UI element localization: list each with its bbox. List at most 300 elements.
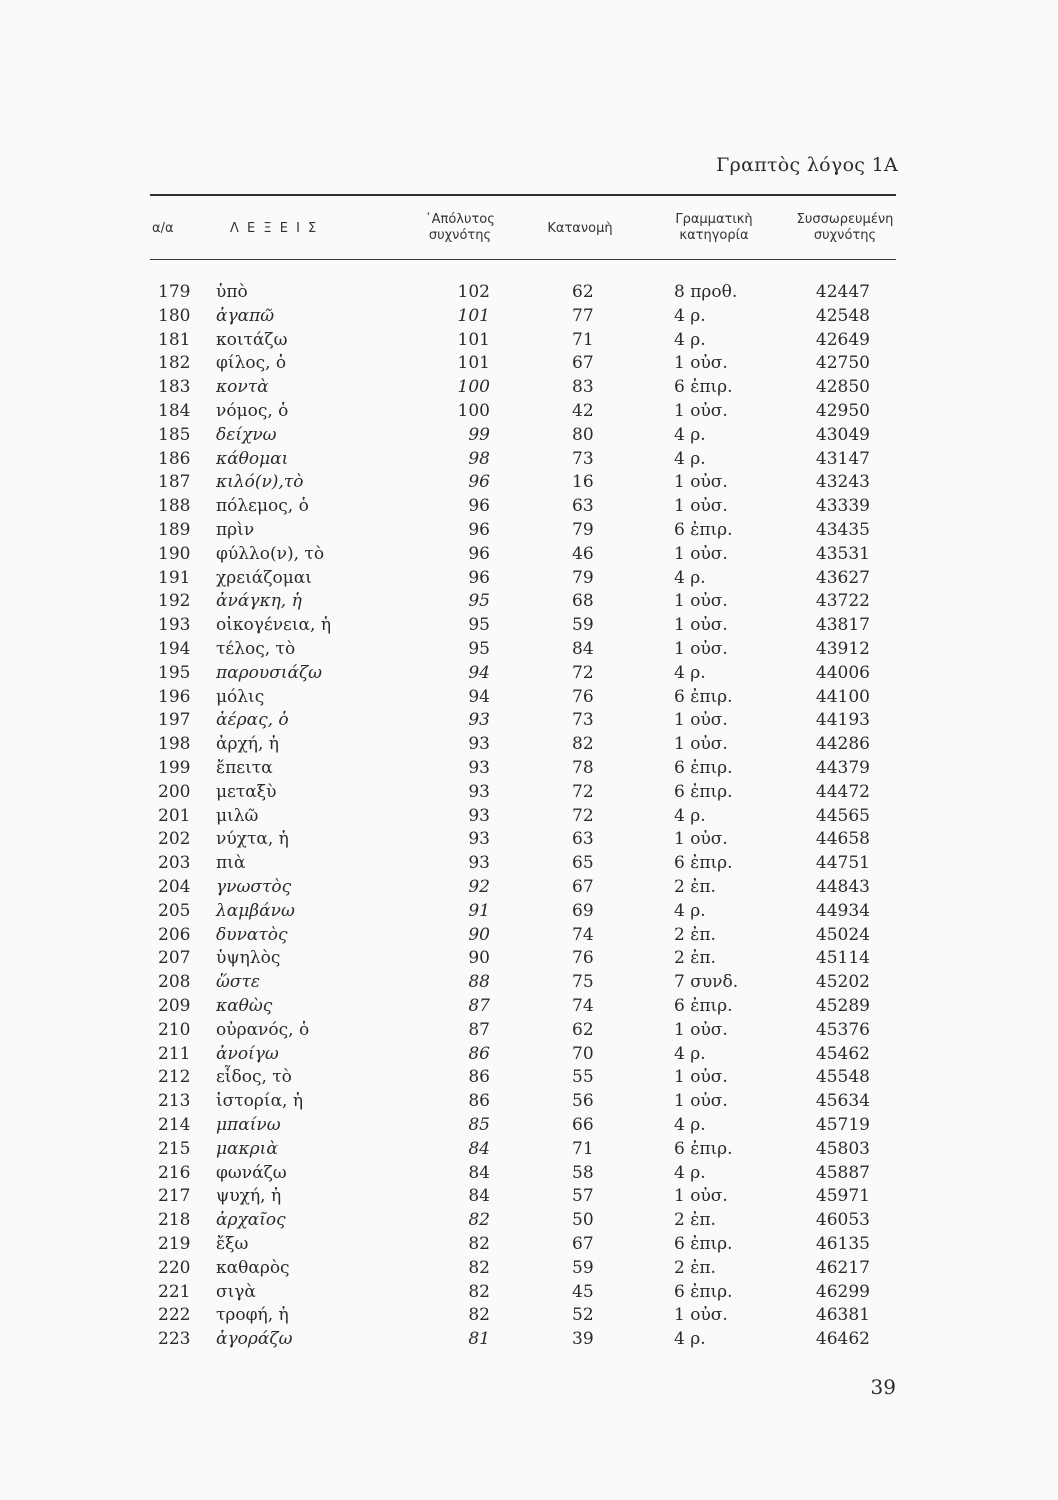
row-word: σιγὰ bbox=[216, 1281, 256, 1302]
table-row bbox=[0, 756, 1058, 780]
row-abs-frequency: 82 bbox=[468, 1234, 490, 1254]
row-distribution: 78 bbox=[572, 758, 594, 778]
row-category: 4 ρ. bbox=[674, 1329, 706, 1350]
row-number: 182 bbox=[158, 353, 191, 374]
row-distribution: 67 bbox=[572, 1234, 594, 1254]
row-abs-frequency: 90 bbox=[468, 924, 490, 945]
table-row bbox=[0, 994, 1058, 1018]
row-word: φίλος, ὁ bbox=[216, 353, 287, 374]
row-abs-frequency: 86 bbox=[468, 1091, 490, 1112]
row-distribution: 74 bbox=[572, 996, 594, 1016]
row-cumulative-frequency: 45376 bbox=[815, 1019, 870, 1040]
table-row bbox=[0, 1089, 1058, 1113]
row-category: 1 οὐσ. bbox=[674, 591, 728, 612]
row-number: 216 bbox=[158, 1162, 191, 1183]
row-cumulative-frequency: 43817 bbox=[815, 615, 870, 636]
row-number: 201 bbox=[158, 805, 191, 826]
row-word: μιλῶ bbox=[216, 805, 259, 826]
row-distribution: 66 bbox=[572, 1115, 594, 1135]
row-category: 2 ἐπ. bbox=[674, 924, 716, 945]
table-row bbox=[0, 1303, 1058, 1327]
row-number: 194 bbox=[158, 639, 191, 659]
row-word: πόλεμος, ὁ bbox=[216, 496, 309, 517]
row-cumulative-frequency: 43147 bbox=[815, 448, 870, 469]
row-cumulative-frequency: 46135 bbox=[815, 1234, 870, 1254]
row-category: 1 οὐσ. bbox=[674, 1091, 728, 1112]
row-distribution: 65 bbox=[572, 853, 594, 874]
row-word: οὐρανός, ὁ bbox=[216, 1019, 310, 1040]
row-word: νόμος, ὁ bbox=[216, 401, 289, 421]
table-row bbox=[0, 1208, 1058, 1232]
row-abs-frequency: 93 bbox=[468, 829, 490, 850]
row-abs-frequency: 88 bbox=[468, 972, 490, 993]
row-cumulative-frequency: 44006 bbox=[815, 662, 870, 683]
row-distribution: 58 bbox=[572, 1162, 594, 1183]
table-row bbox=[0, 1161, 1058, 1185]
row-distribution: 70 bbox=[572, 1043, 594, 1064]
row-word: μακριὰ bbox=[216, 1138, 278, 1159]
row-abs-frequency: 96 bbox=[468, 567, 490, 588]
row-cumulative-frequency: 43049 bbox=[815, 424, 870, 445]
table-row bbox=[0, 637, 1058, 661]
row-cumulative-frequency: 43531 bbox=[815, 543, 870, 564]
row-distribution: 72 bbox=[572, 805, 594, 826]
row-distribution: 42 bbox=[572, 401, 594, 421]
table-row bbox=[0, 1113, 1058, 1137]
row-word: παρουσιάζω bbox=[216, 662, 323, 683]
table-row bbox=[0, 685, 1058, 709]
row-abs-frequency: 96 bbox=[468, 543, 490, 564]
row-cumulative-frequency: 42750 bbox=[815, 353, 870, 374]
row-abs-frequency: 100 bbox=[457, 401, 490, 421]
row-cumulative-frequency: 45719 bbox=[815, 1115, 870, 1135]
row-number: 214 bbox=[158, 1115, 191, 1135]
row-category: 6 ἐπιρ. bbox=[674, 853, 733, 874]
row-category: 4 ρ. bbox=[674, 662, 706, 683]
table-row bbox=[0, 518, 1058, 542]
row-abs-frequency: 92 bbox=[468, 877, 490, 897]
row-cumulative-frequency: 45634 bbox=[815, 1091, 870, 1112]
table-row bbox=[0, 804, 1058, 828]
row-category: 4 ρ. bbox=[674, 567, 706, 588]
table-row bbox=[0, 1137, 1058, 1161]
row-number: 217 bbox=[158, 1186, 191, 1207]
row-distribution: 63 bbox=[572, 829, 594, 850]
row-number: 192 bbox=[158, 591, 191, 612]
row-number: 193 bbox=[158, 615, 191, 636]
row-cumulative-frequency: 46462 bbox=[815, 1329, 870, 1350]
row-category: 4 ρ. bbox=[674, 424, 706, 445]
row-abs-frequency: 101 bbox=[457, 305, 490, 326]
row-distribution: 72 bbox=[572, 662, 594, 683]
row-number: 179 bbox=[158, 282, 191, 302]
table-row bbox=[0, 566, 1058, 590]
row-distribution: 77 bbox=[572, 305, 594, 326]
table-row bbox=[0, 351, 1058, 375]
row-number: 180 bbox=[158, 305, 191, 326]
row-category: 4 ρ. bbox=[674, 329, 706, 350]
row-word: ἀρχαῖος bbox=[216, 1210, 286, 1231]
row-cumulative-frequency: 44565 bbox=[815, 805, 870, 826]
row-distribution: 55 bbox=[572, 1067, 594, 1088]
row-abs-frequency: 96 bbox=[468, 472, 490, 493]
row-distribution: 67 bbox=[572, 877, 594, 897]
row-cumulative-frequency: 45024 bbox=[815, 924, 870, 945]
row-category: 6 ἐπιρ. bbox=[674, 758, 733, 778]
row-category: 4 ρ. bbox=[674, 805, 706, 826]
table-row bbox=[0, 470, 1058, 494]
table-row bbox=[0, 589, 1058, 613]
row-distribution: 79 bbox=[572, 567, 594, 588]
row-cumulative-frequency: 46299 bbox=[815, 1281, 870, 1302]
row-cumulative-frequency: 45803 bbox=[815, 1138, 870, 1159]
row-word: τέλος, τὸ bbox=[216, 639, 296, 659]
row-word: χρειάζομαι bbox=[216, 567, 312, 588]
table-row bbox=[0, 827, 1058, 851]
row-distribution: 50 bbox=[572, 1210, 594, 1231]
row-distribution: 73 bbox=[572, 448, 594, 469]
row-cumulative-frequency: 42447 bbox=[815, 282, 870, 302]
row-distribution: 76 bbox=[572, 948, 594, 969]
table-row bbox=[0, 661, 1058, 685]
row-cumulative-frequency: 44286 bbox=[815, 734, 870, 755]
row-word: ἱστορία, ἡ bbox=[216, 1091, 304, 1112]
table-row bbox=[0, 1327, 1058, 1351]
table-row bbox=[0, 304, 1058, 328]
row-abs-frequency: 87 bbox=[468, 1019, 490, 1040]
row-category: 1 οὐσ. bbox=[674, 734, 728, 755]
col-header-category-line2: κατηγορία bbox=[679, 228, 749, 243]
row-abs-frequency: 95 bbox=[468, 639, 490, 659]
row-cumulative-frequency: 42548 bbox=[815, 305, 870, 326]
row-cumulative-frequency: 44934 bbox=[815, 900, 870, 921]
row-category: 2 ἐπ. bbox=[674, 1257, 716, 1278]
row-abs-frequency: 82 bbox=[468, 1210, 490, 1231]
row-word: φύλλο(ν), τὸ bbox=[216, 543, 325, 564]
row-cumulative-frequency: 43912 bbox=[815, 639, 870, 659]
row-cumulative-frequency: 43435 bbox=[815, 520, 870, 540]
row-cumulative-frequency: 45971 bbox=[815, 1186, 870, 1207]
row-number: 209 bbox=[158, 996, 191, 1016]
row-abs-frequency: 99 bbox=[468, 424, 490, 445]
row-number: 185 bbox=[158, 424, 191, 445]
row-number: 195 bbox=[158, 662, 191, 683]
row-distribution: 39 bbox=[572, 1329, 594, 1350]
row-abs-frequency: 95 bbox=[468, 615, 490, 636]
row-abs-frequency: 93 bbox=[468, 805, 490, 826]
row-number: 190 bbox=[158, 543, 191, 564]
row-word: ἔπειτα bbox=[216, 758, 273, 778]
row-category: 4 ρ. bbox=[674, 305, 706, 326]
table-row bbox=[0, 1065, 1058, 1089]
row-distribution: 84 bbox=[572, 639, 594, 659]
row-number: 183 bbox=[158, 377, 191, 398]
row-word: καθαρὸς bbox=[216, 1257, 290, 1278]
row-category: 1 οὐσ. bbox=[674, 1186, 728, 1207]
row-number: 196 bbox=[158, 686, 191, 707]
row-abs-frequency: 93 bbox=[468, 710, 490, 731]
row-cumulative-frequency: 44472 bbox=[815, 781, 870, 802]
row-distribution: 71 bbox=[572, 329, 594, 350]
row-word: πρὶν bbox=[216, 520, 255, 540]
row-cumulative-frequency: 44751 bbox=[815, 853, 870, 874]
row-cumulative-frequency: 45548 bbox=[815, 1067, 870, 1088]
row-abs-frequency: 86 bbox=[468, 1043, 490, 1064]
row-number: 218 bbox=[158, 1210, 191, 1231]
row-abs-frequency: 96 bbox=[468, 520, 490, 540]
row-category: 2 ἐπ. bbox=[674, 877, 716, 897]
table-row bbox=[0, 280, 1058, 304]
row-distribution: 46 bbox=[572, 543, 594, 564]
row-abs-frequency: 102 bbox=[457, 282, 490, 302]
row-abs-frequency: 95 bbox=[468, 591, 490, 612]
row-category: 7 συνδ. bbox=[674, 972, 739, 993]
table-row bbox=[0, 375, 1058, 399]
row-distribution: 71 bbox=[572, 1138, 594, 1159]
row-distribution: 68 bbox=[572, 591, 594, 612]
row-category: 6 ἐπιρ. bbox=[674, 996, 733, 1016]
row-abs-frequency: 90 bbox=[468, 948, 490, 969]
row-distribution: 16 bbox=[572, 472, 594, 493]
col-header-abs-freq-line2: συχνότης bbox=[428, 228, 492, 243]
table-row bbox=[0, 613, 1058, 637]
table-row bbox=[0, 970, 1058, 994]
row-word: ἔξω bbox=[216, 1234, 249, 1254]
row-category: 6 ἐπιρ. bbox=[674, 1138, 733, 1159]
row-number: 198 bbox=[158, 734, 191, 755]
row-distribution: 45 bbox=[572, 1281, 594, 1302]
row-number: 184 bbox=[158, 401, 191, 421]
table-row bbox=[0, 732, 1058, 756]
row-word: φωνάζω bbox=[216, 1162, 287, 1183]
table-row bbox=[0, 780, 1058, 804]
row-abs-frequency: 84 bbox=[468, 1186, 490, 1207]
table-header-rule bbox=[150, 259, 896, 260]
row-distribution: 59 bbox=[572, 615, 594, 636]
table-row bbox=[0, 423, 1058, 447]
table-row bbox=[0, 851, 1058, 875]
row-word: εἶδος, τὸ bbox=[216, 1067, 292, 1088]
row-number: 213 bbox=[158, 1091, 191, 1112]
row-word: γνωστὸς bbox=[216, 877, 292, 897]
row-number: 186 bbox=[158, 448, 191, 469]
row-cumulative-frequency: 43627 bbox=[815, 567, 870, 588]
row-distribution: 82 bbox=[572, 734, 594, 755]
row-cumulative-frequency: 45114 bbox=[815, 948, 870, 969]
row-number: 212 bbox=[158, 1067, 191, 1088]
row-category: 8 προθ. bbox=[674, 282, 738, 302]
row-category: 6 ἐπιρ. bbox=[674, 377, 733, 398]
row-word: τροφή, ἡ bbox=[216, 1305, 289, 1326]
row-abs-frequency: 86 bbox=[468, 1067, 490, 1088]
col-header-cumulative bbox=[790, 212, 900, 244]
row-category: 4 ρ. bbox=[674, 1043, 706, 1064]
row-distribution: 83 bbox=[572, 377, 594, 398]
row-word: κιλό(ν),τὸ bbox=[216, 472, 304, 493]
row-cumulative-frequency: 46053 bbox=[815, 1210, 870, 1231]
row-word: κάθομαι bbox=[216, 448, 289, 469]
running-header: Γραπτὸς λόγος 1Α bbox=[716, 154, 898, 176]
row-word: μπαίνω bbox=[216, 1115, 281, 1135]
col-header-cumulative-line2: συχνότης bbox=[813, 228, 877, 243]
row-number: 197 bbox=[158, 710, 191, 731]
row-abs-frequency: 98 bbox=[468, 448, 490, 469]
row-cumulative-frequency: 43722 bbox=[815, 591, 870, 612]
row-cumulative-frequency: 44193 bbox=[815, 710, 870, 731]
row-word: ἀνάγκη, ἡ bbox=[216, 591, 302, 612]
row-word: ἀγοράζω bbox=[216, 1329, 293, 1350]
row-category: 6 ἐπιρ. bbox=[674, 686, 733, 707]
row-abs-frequency: 93 bbox=[468, 758, 490, 778]
table-row bbox=[0, 542, 1058, 566]
row-number: 200 bbox=[158, 781, 191, 802]
row-distribution: 59 bbox=[572, 1257, 594, 1278]
row-category: 2 ἐπ. bbox=[674, 1210, 716, 1231]
table-row bbox=[0, 1232, 1058, 1256]
col-header-cumulative-line1: Συσσωρευμένη bbox=[796, 212, 894, 227]
row-abs-frequency: 84 bbox=[468, 1162, 490, 1183]
row-abs-frequency: 91 bbox=[468, 900, 490, 921]
row-distribution: 72 bbox=[572, 781, 594, 802]
table-row bbox=[0, 899, 1058, 923]
row-category: 1 οὐσ. bbox=[674, 710, 728, 731]
row-word: ὑπὸ bbox=[216, 282, 248, 302]
row-word: ψυχή, ἡ bbox=[216, 1186, 282, 1207]
row-distribution: 52 bbox=[572, 1305, 594, 1326]
row-cumulative-frequency: 45887 bbox=[815, 1162, 870, 1183]
row-number: 220 bbox=[158, 1257, 191, 1278]
row-number: 205 bbox=[158, 900, 191, 921]
table-row bbox=[0, 1280, 1058, 1304]
table-row bbox=[0, 328, 1058, 352]
row-number: 206 bbox=[158, 924, 191, 945]
row-number: 211 bbox=[158, 1043, 191, 1064]
row-abs-frequency: 82 bbox=[468, 1257, 490, 1278]
row-distribution: 62 bbox=[572, 282, 594, 302]
row-cumulative-frequency: 43243 bbox=[815, 472, 870, 493]
row-cumulative-frequency: 42950 bbox=[815, 401, 870, 421]
row-abs-frequency: 93 bbox=[468, 853, 490, 874]
row-category: 1 οὐσ. bbox=[674, 1305, 728, 1326]
row-number: 222 bbox=[158, 1305, 191, 1326]
row-category: 4 ρ. bbox=[674, 448, 706, 469]
row-distribution: 76 bbox=[572, 686, 594, 707]
table-row bbox=[0, 708, 1058, 732]
row-distribution: 63 bbox=[572, 496, 594, 517]
row-category: 1 οὐσ. bbox=[674, 472, 728, 493]
row-distribution: 75 bbox=[572, 972, 594, 993]
row-distribution: 74 bbox=[572, 924, 594, 945]
row-cumulative-frequency: 44843 bbox=[815, 877, 870, 897]
row-abs-frequency: 100 bbox=[457, 377, 490, 398]
row-category: 4 ρ. bbox=[674, 900, 706, 921]
row-cumulative-frequency: 44658 bbox=[815, 829, 870, 850]
row-number: 181 bbox=[158, 329, 191, 350]
col-header-category-line1: Γραμματικὴ bbox=[675, 212, 753, 227]
table-row bbox=[0, 447, 1058, 471]
row-category: 6 ἐπιρ. bbox=[674, 1234, 733, 1254]
row-abs-frequency: 87 bbox=[468, 996, 490, 1016]
row-number: 223 bbox=[158, 1329, 191, 1350]
row-distribution: 73 bbox=[572, 710, 594, 731]
row-category: 1 οὐσ. bbox=[674, 543, 728, 564]
row-number: 219 bbox=[158, 1234, 191, 1254]
row-cumulative-frequency: 42649 bbox=[815, 329, 870, 350]
row-category: 1 οὐσ. bbox=[674, 496, 728, 517]
row-word: δυνατὸς bbox=[216, 924, 288, 945]
row-cumulative-frequency: 45289 bbox=[815, 996, 870, 1016]
table-row bbox=[0, 1184, 1058, 1208]
row-abs-frequency: 96 bbox=[468, 496, 490, 517]
row-abs-frequency: 101 bbox=[457, 329, 490, 350]
row-cumulative-frequency: 46217 bbox=[815, 1257, 870, 1278]
row-word: καθὼς bbox=[216, 996, 273, 1016]
row-abs-frequency: 93 bbox=[468, 734, 490, 755]
row-abs-frequency: 85 bbox=[468, 1115, 490, 1135]
row-category: 6 ἐπιρ. bbox=[674, 520, 733, 540]
row-word: κοιτάζω bbox=[216, 329, 288, 350]
row-category: 1 οὐσ. bbox=[674, 829, 728, 850]
row-abs-frequency: 82 bbox=[468, 1281, 490, 1302]
row-word: δείχνω bbox=[216, 424, 277, 445]
row-number: 207 bbox=[158, 948, 191, 969]
row-category: 2 ἐπ. bbox=[674, 948, 716, 969]
col-header-category bbox=[664, 212, 764, 244]
row-number: 204 bbox=[158, 877, 191, 897]
row-number: 203 bbox=[158, 853, 191, 874]
table-row bbox=[0, 923, 1058, 947]
row-number: 208 bbox=[158, 972, 191, 993]
row-cumulative-frequency: 45462 bbox=[815, 1043, 870, 1064]
row-word: ἀγαπῶ bbox=[216, 305, 275, 326]
row-category: 1 οὐσ. bbox=[674, 1067, 728, 1088]
row-abs-frequency: 101 bbox=[457, 353, 490, 374]
page-number: 39 bbox=[870, 1375, 896, 1399]
table-top-rule bbox=[150, 194, 896, 196]
row-word: πιὰ bbox=[216, 853, 246, 874]
row-category: 4 ρ. bbox=[674, 1115, 706, 1135]
row-word: οἰκογένεια, ἡ bbox=[216, 615, 332, 636]
row-word: μεταξὺ bbox=[216, 781, 277, 802]
row-word: λαμβάνω bbox=[216, 900, 295, 921]
row-abs-frequency: 82 bbox=[468, 1305, 490, 1326]
row-word: ἀνοίγω bbox=[216, 1043, 279, 1064]
row-abs-frequency: 94 bbox=[468, 662, 490, 683]
table-row bbox=[0, 399, 1058, 423]
row-distribution: 62 bbox=[572, 1019, 594, 1040]
row-category: 6 ἐπιρ. bbox=[674, 1281, 733, 1302]
row-number: 215 bbox=[158, 1138, 191, 1159]
row-word: ὑψηλὸς bbox=[216, 948, 281, 969]
col-header-num: α/α bbox=[152, 221, 174, 236]
row-category: 6 ἐπιρ. bbox=[674, 781, 733, 802]
row-category: 1 οὐσ. bbox=[674, 1019, 728, 1040]
row-number: 221 bbox=[158, 1281, 191, 1302]
row-category: 1 οὐσ. bbox=[674, 401, 728, 421]
table-row bbox=[0, 494, 1058, 518]
table-row bbox=[0, 946, 1058, 970]
row-cumulative-frequency: 44379 bbox=[815, 758, 870, 778]
row-word: κοντὰ bbox=[216, 377, 269, 398]
row-cumulative-frequency: 46381 bbox=[815, 1305, 870, 1326]
row-word: νύχτα, ἡ bbox=[216, 829, 289, 850]
row-number: 210 bbox=[158, 1019, 191, 1040]
row-word: ὥστε bbox=[216, 972, 260, 993]
row-number: 189 bbox=[158, 520, 191, 540]
table-row bbox=[0, 875, 1058, 899]
row-number: 191 bbox=[158, 567, 191, 588]
row-category: 4 ρ. bbox=[674, 1162, 706, 1183]
